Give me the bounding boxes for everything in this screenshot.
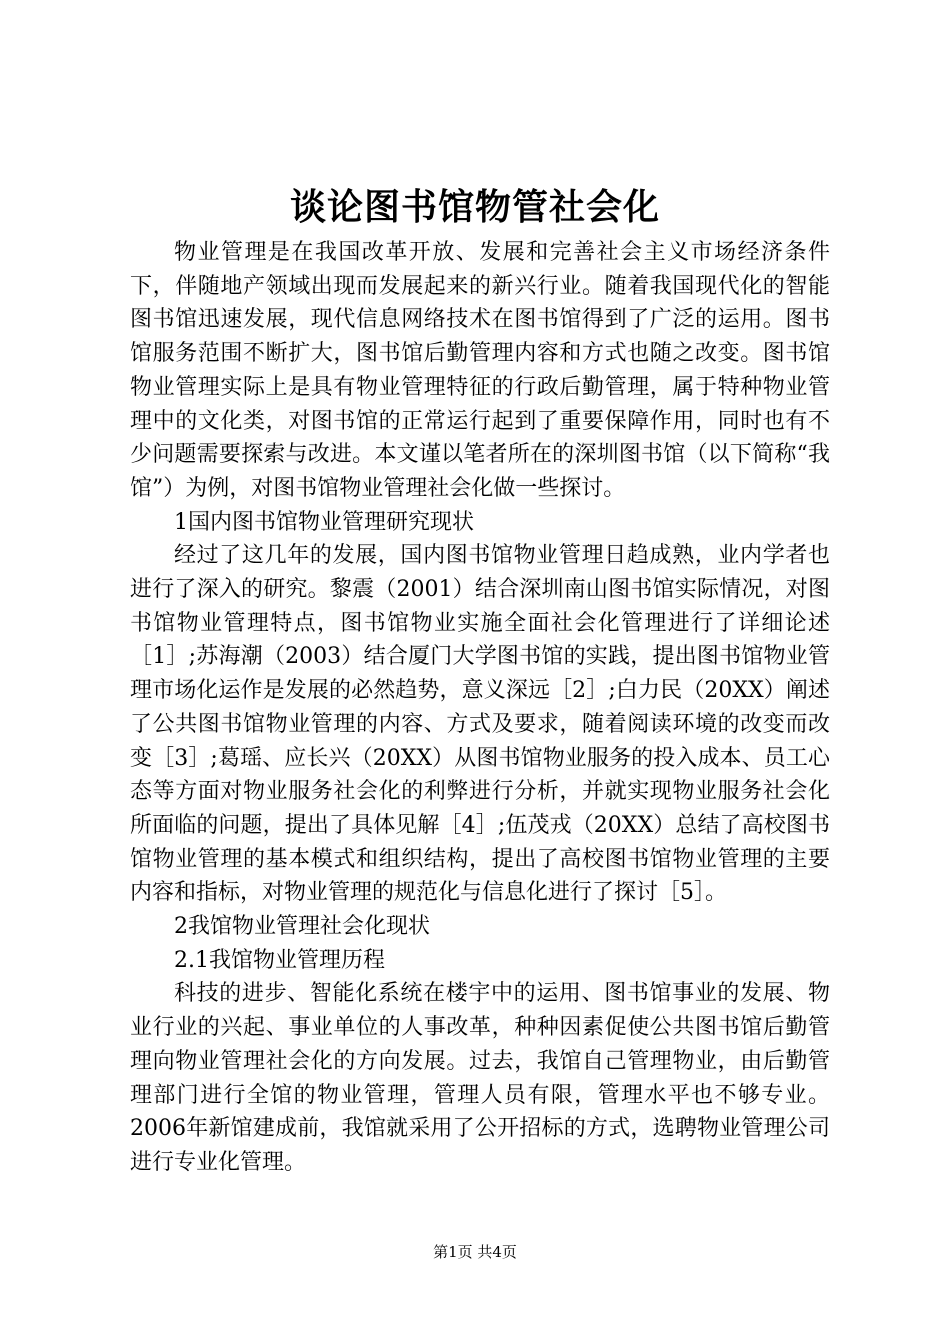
page-number: 第1页 共4页 (433, 1243, 517, 1261)
paragraph-intro: 物业管理是在我国改革开放、发展和完善社会主义市场经济条件下，伴随地产领域出现而发展起来的新兴行业。随着我国现代化的智能图书馆迅速发展，现代信息网络技术在图书馆得到了广泛的运用。图书馆服务范围不断扩大，图书馆后勤管理内容和方式也随之改变。图书馆物业管理实际上是具有物业管理特征的行政后勤管理，属于特种物业管理中的文化类，对图书馆的正常运行起到了重要保障作用，同时也有不少问题需要探索与改进。本文谨以笔者所在的深圳图书馆（以下简称“我馆”）为例，对图书馆物业管理社会化做一些探讨。 (130, 240, 830, 501)
subsection-heading-2-1: 2.1我馆物业管理历程 (174, 947, 385, 973)
section-heading-1: 1国内图书馆物业管理研究现状 (174, 509, 474, 535)
paragraph-research-status: 经过了这几年的发展，国内图书馆物业管理日趋成熟，业内学者也进行了深入的研究。黎震（2001）结合深圳南山图书馆实际情况，对图书馆物业管理特点，图书馆物业实施全面社会化管理进行了详细论述［1］;苏海潮（2003）结合厦门大学图书馆的实践，提出图书馆物业管理市场化运作是发展的必然趋势，意义深远［2］;白力民（20XX）阐述了公共图书馆物业管理的内容、方式及要求，随着阅读环境的改变而改变［3］;葛瑶、应长兴（20XX）从图书馆物业服务的投入成本、员工心态等方面对物业服务社会化的利弊进行分析，并就实现物业服务社会化所面临的问题，提出了具体见解［4］;伍茂戎（20XX）总结了高校图书馆物业管理的基本模式和组织结构，提出了高校图书馆物业管理的主要内容和指标，对物业管理的规范化与信息化进行了探讨［5］。 (130, 543, 830, 906)
document-body (130, 236, 830, 1180)
paragraph-management-history: 科技的进步、智能化系统在楼宇中的运用、图书馆事业的发展、物业行业的兴起、事业单位的人事改革，种种因素促使公共图书馆后勤管理向物业管理社会化的方向发展。过去，我馆自己管理物业，由后勤管理部门进行全馆的物业管理，管理人员有限，管理水平也不够专业。2006年新馆建成前，我馆就采用了公开招标的方式，选聘物业管理公司进行专业化管理。 (130, 981, 830, 1175)
document-title: 谈论图书馆物管社会化 (289, 187, 660, 228)
section-heading-2: 2我馆物业管理社会化现状 (174, 914, 430, 940)
